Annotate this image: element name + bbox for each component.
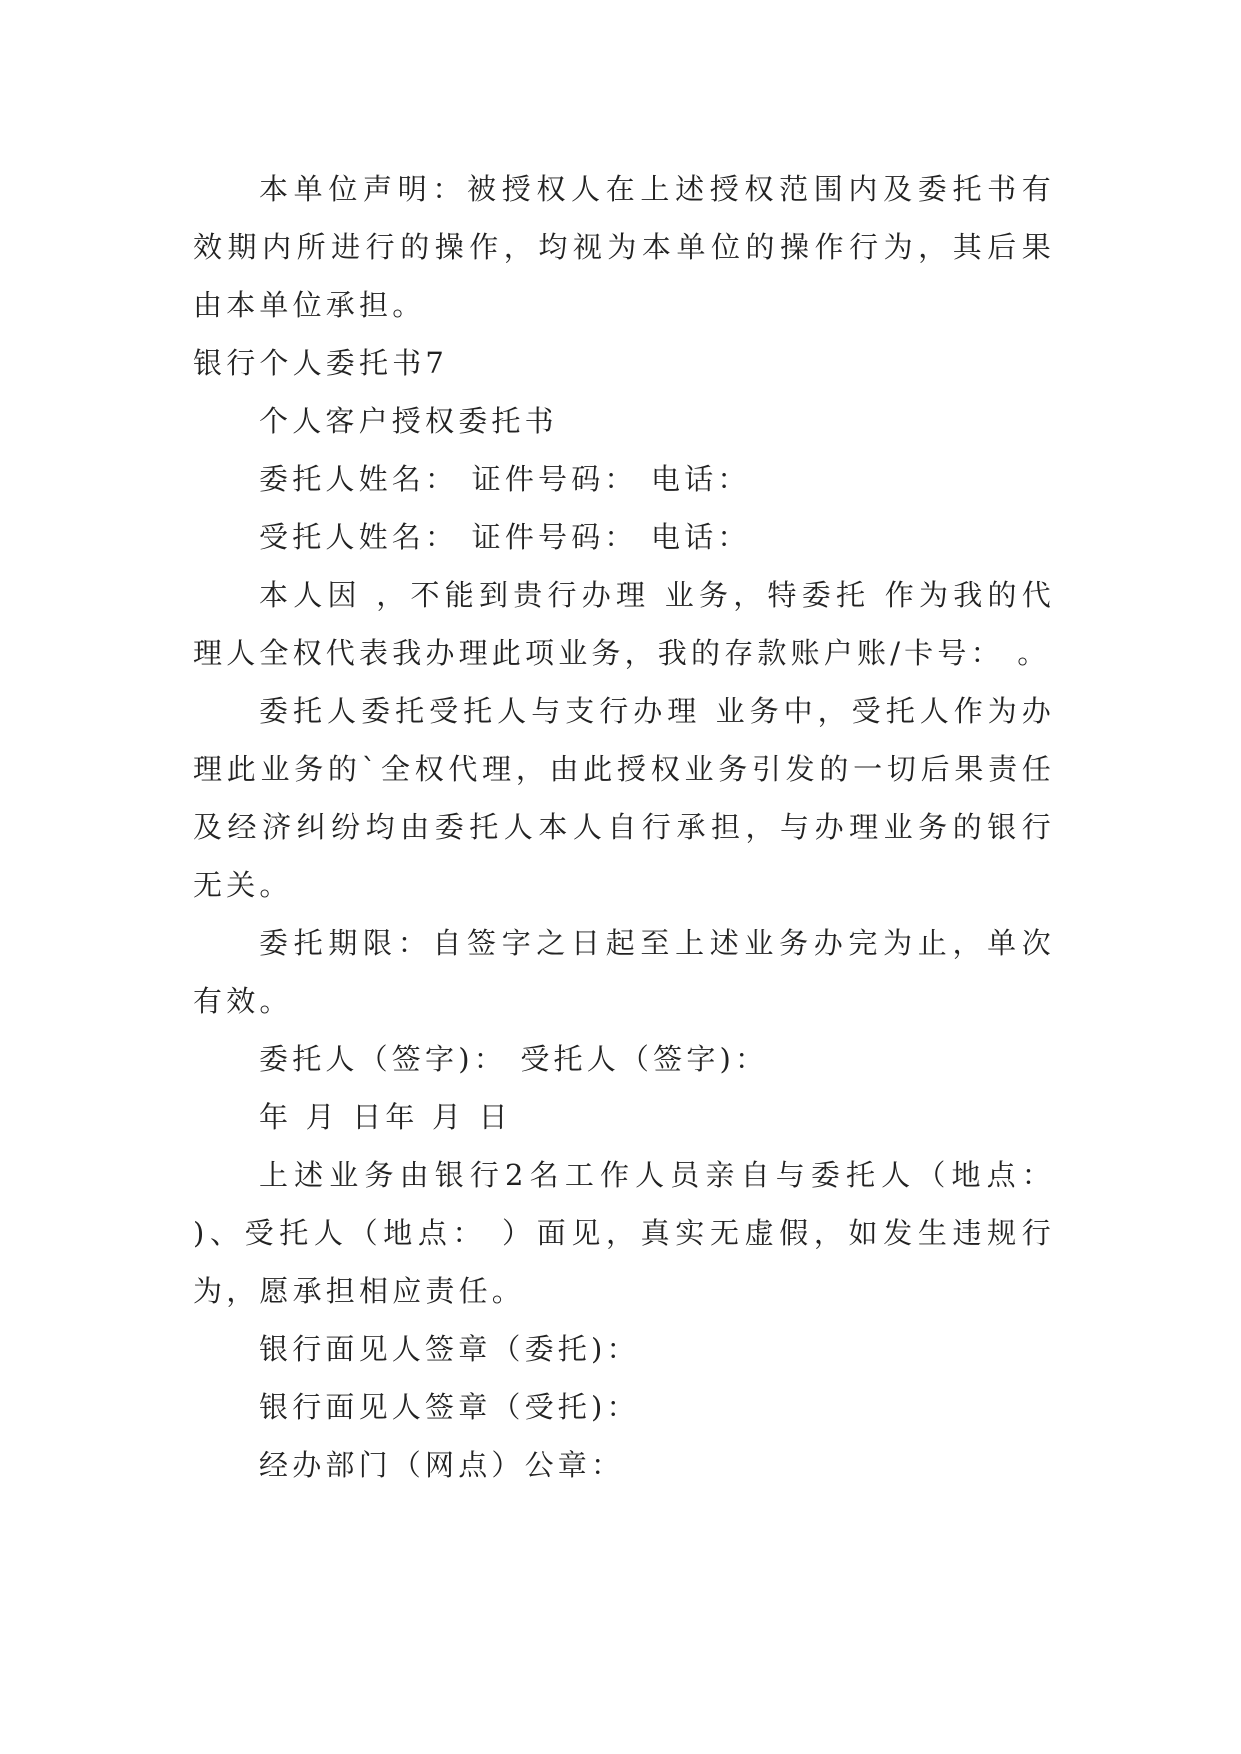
form-title: 个人客户授权委托书 — [259, 404, 558, 438]
section-heading: 银行个人委托书7 — [193, 346, 449, 380]
department-seal-line: 经办部门（网点）公章： — [259, 1448, 625, 1482]
bank-witness-agent: 银行面见人签章（受托)： — [259, 1390, 640, 1424]
principal-info-line: 委托人姓名： 证件号码： 电话： — [259, 462, 751, 496]
signature-line: 委托人（签字)： 受托人（签字)： — [259, 1042, 769, 1076]
term-paragraph: 委托期限：自签字之日起至上述业务办完为止，单次有效。 — [193, 926, 1055, 1018]
witness-statement: 上述业务由银行2名工作人员亲自与委托人（地点： )、受托人（地点： ）面见，真实无虚假，如发生违规行为，愿承担相应责任。 — [193, 1158, 1055, 1308]
document-body — [193, 160, 1055, 1494]
liability-paragraph: 委托人委托受托人与支行办理 业务中，受托人作为办理此业务的`全权代理，由此授权业务引发的一切后果责任及经济纠纷均由委托人本人自行承担，与办理业务的银行无关。 — [193, 694, 1055, 902]
bank-witness-principal: 银行面见人签章（委托)： — [259, 1332, 640, 1366]
date-line: 年 月 日年 月 日 — [259, 1100, 512, 1134]
declaration-paragraph: 本单位声明：被授权人在上述授权范围内及委托书有效期内所进行的操作，均视为本单位的操作行为，其后果由本单位承担。 — [193, 172, 1055, 322]
agent-info-line: 受托人姓名： 证件号码： 电话： — [259, 520, 751, 554]
authorization-paragraph: 本人因 ，不能到贵行办理 业务，特委托 作为我的代理人全权代表我办理此项业务，我的存款账户账/卡号： 。 — [193, 578, 1055, 670]
